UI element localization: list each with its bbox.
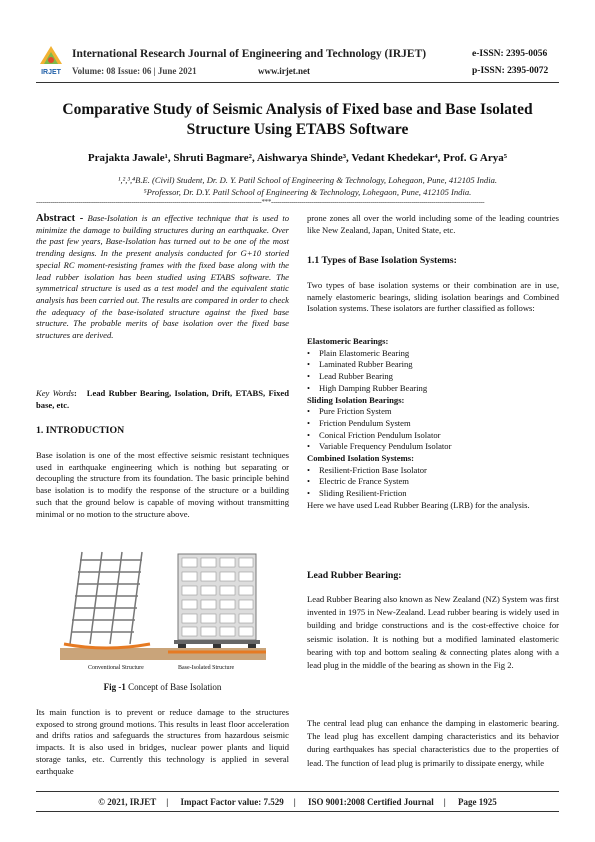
list-item: • Sliding Resilient-Friction (307, 488, 407, 499)
abstract-label: Abstract - (36, 213, 84, 224)
list-item: • Pure Friction System (307, 406, 392, 417)
fig-label-isolated: Base-Isolated Structure (178, 665, 235, 671)
combined-heading: Combined Isolation Systems: (307, 453, 414, 464)
e-issn: e-ISSN: 2395-0056 (472, 49, 548, 59)
list-item: • Conical Friction Pendulum Isolator (307, 429, 441, 440)
irjet-logo (36, 44, 66, 76)
figure-number: Fig -1 (103, 682, 126, 692)
isolated-structure-drawing (174, 554, 260, 648)
list-item: • Laminated Rubber Bearing (307, 359, 413, 370)
keywords-text: Lead Rubber Bearing, Isolation, Drift, ETABS, Fixed base, etc. (36, 388, 289, 410)
footer-iso: ISO 9001:2008 Certified Journal (308, 797, 434, 807)
keywords-label: Key Words (36, 388, 74, 398)
list-item: • Lead Rubber Bearing (307, 371, 393, 382)
base-isolation-figure (60, 548, 266, 670)
abstract-text: Base-Isolation is an effective technique that is used to minimize the damage to building structures during an earthquake. Over the past few years, Base-Isolation has turned out to be one of the most trending designs. In the present analysis conducted for G+10 storied special RC moment-resisting frames with the fixed base along with the lead rubber isolation has been studied using ETABS software. The symmetrical structure is used as a test model and the equivalent static analysis has been carried out. The results are compared in order to check the adequacy of the base-isolated structure against the fixed base structure. The probable merits of base isolation over the fixed base structures are derived. (36, 213, 290, 341)
list-item: • High Damping Rubber Bearing (307, 382, 428, 393)
list-item: • Resilient-Friction Base Isolator (307, 464, 427, 475)
conventional-structure-drawing (70, 552, 142, 644)
volume-info: Volume: 08 Issue: 06 | June 2021 (72, 66, 197, 76)
author-list: Prajakta Jawale¹, Shruti Bagmare², Aishwarya Shinde³, Vedant Khedekar⁴, Prof. G Arya⁵ (87, 152, 508, 164)
paper-title: Comparative Study of Seismic Analysis of Fixed base and Base Isolated Structure Using ETABS Software (62, 101, 533, 138)
footer-page: Page 1925 (458, 797, 497, 807)
fig-label-conventional: Conventional Structure (88, 665, 144, 671)
keywords: Key Words: Lead Rubber Bearing, Isolation, Drift, ETABS, Fixed base, etc. (36, 388, 289, 410)
list-item: • Plain Elastomeric Bearing (307, 347, 410, 358)
isolator-classification-list (307, 336, 559, 512)
footer-impact-factor: Impact Factor value: 7.529 (180, 797, 284, 807)
affiliations (60, 175, 555, 198)
affiliation-professor: ⁵Professor, Dr. D.Y. Patil School of Engineering & Technology, Lohegaon, Pune, 412105 India. (143, 186, 472, 197)
section-separator: ---------------------------------------------------------------------------------------------------------------***--------------------------------------------------------------------------------------------------------- (36, 198, 485, 206)
p-issn: p-ISSN: 2395-0072 (472, 66, 549, 76)
figure-caption-text: Concept of Base Isolation (128, 682, 222, 692)
lrb-used-note: Here we have used Lead Rubber Bearing (LRB) for the analysis. (307, 499, 530, 510)
footer-copyright: © 2021, IRJET (98, 797, 157, 807)
svg-text:IRJET: IRJET (41, 69, 61, 76)
figure-caption (36, 682, 289, 692)
list-item: • Friction Pendulum System (307, 417, 411, 428)
intro-paragraph-2: Its main function is to prevent or reduce damage to the structures exposed to strong ground motions. This results in least floor acceleration and drifts ratios and safeguards the structures from hazardous seismic impacts. It is also used in bridges, nuclear power plants and liquid storage tanks, etc. Currently this technology is applied in several earthquake (36, 707, 289, 776)
list-item: • Variable Frequency Pendulum Isolator (307, 441, 452, 452)
lrb-paragraph-1: Lead Rubber Bearing also known as New Zealand (NZ) System was first invented in 1975 in New-Zealand. Lead rubber bearing is widely used in building and bridge constructions and is the cost-effective choice for seismic isolation. It is nothing but a modified laminated elastomeric bearing with top and bottom sealing & connecting plates along with a lead plug in the middle of the bearing as shown in the Fig 2. (307, 594, 559, 671)
list-item: • Electric de France System (307, 476, 409, 487)
section-1-1-heading: 1.1 Types of Base Isolation Systems: (307, 255, 457, 266)
intro-paragraph-1: Base isolation is one of the most effective seismic resistant techniques used in earthquake engineering which is nothing but separating or decoupling the structure from its foundation. The basic principle behind base isolation is to modify the response of the structure or a building such that the ground below is capable of moving without transmitting minimal or no motion to the structure above. (36, 450, 289, 519)
footer-rule (36, 791, 559, 792)
footer: © 2021, IRJET | Impact Factor value: 7.529 | ISO 9001:2008 Certified Journal | Page 1925 (98, 797, 497, 807)
sliding-heading: Sliding Isolation Bearings: (307, 394, 405, 405)
lrb-heading: Lead Rubber Bearing: (307, 570, 402, 581)
footer-rule-bottom (36, 811, 559, 812)
lrb-paragraph-2: The central lead plug can enhance the damping in elastomeric bearing. The lead plug has excellent damping characteristics and its behavior during earthquakes has special characteristics due to the properties of lead. The function of lead plug is primarily to dissipate energy, while (307, 718, 559, 768)
journal-name: International Research Journal of Engineering and Technology (IRJET) (72, 48, 427, 60)
intro-continued: prone zones all over the world including some of the leading countries like New Zealand, Japan, United State, etc. (307, 213, 559, 235)
intro-heading: 1. INTRODUCTION (36, 425, 125, 436)
header-rule (36, 82, 559, 83)
elastomeric-heading: Elastomeric Bearings: (307, 336, 389, 346)
journal-website[interactable]: www.irjet.net (258, 66, 310, 76)
abstract (36, 213, 289, 342)
isolation-types-paragraph: Two types of base isolation systems or their combination are in use, namely elastomeric bearings, sliding isolation bearings and Combined Isolation systems. These isolators are further classified as follows: (307, 280, 559, 314)
affiliation-students: ¹,²,³,⁴B.E. (Civil) Student, Dr. D. Y. Patil School of Engineering & Technology, Lohegaon, Pune, 412105 India. (117, 175, 498, 185)
